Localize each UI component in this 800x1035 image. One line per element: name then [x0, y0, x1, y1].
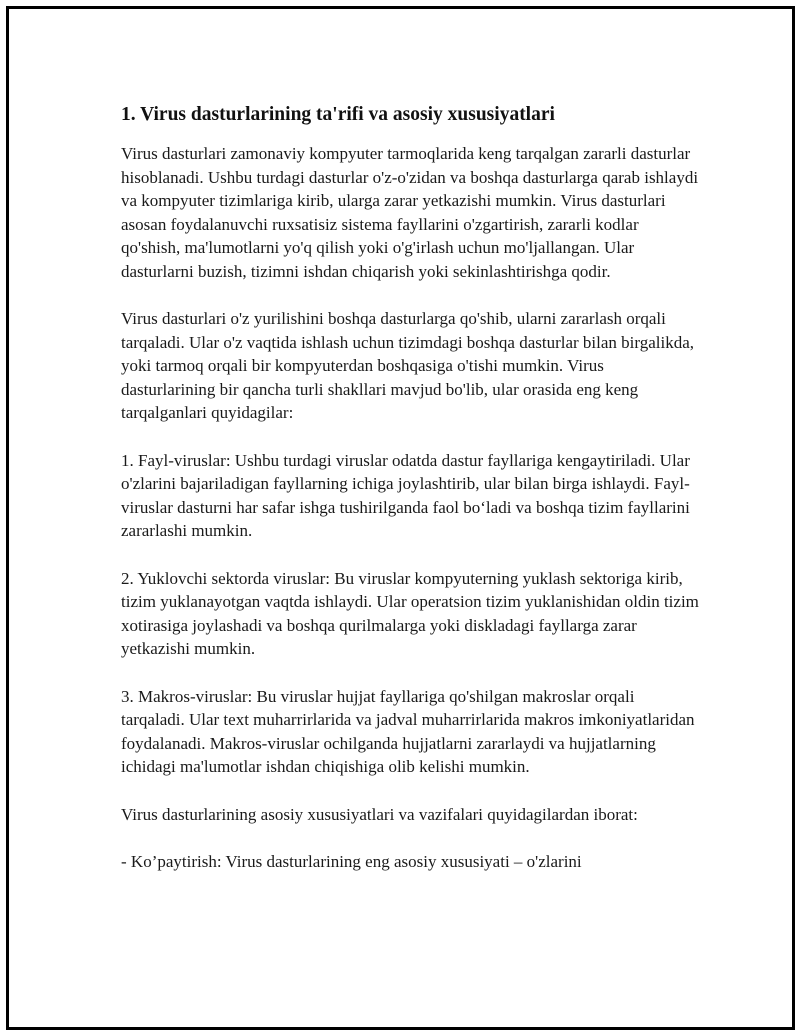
paragraph-macro-viruses: 3. Makros-viruslar: Bu viruslar hujjat fayllariga qo'shilgan makroslar orqali tarqaladi. Ular text muharrirlarida va jadval muharrirlarida makros imkoniyatlaridan foydalanadi. Makros-viruslar ochilganda hujjatlarni zararlaydi va hujjatlarning ichidagi ma'lumotlar ishdan chiqishiga olib kelishi mumkin. [121, 686, 695, 776]
page-frame [6, 6, 795, 1030]
document-body [121, 102, 701, 898]
paragraph-features-intro: Virus dasturlarining asosiy xususiyatlari va vazifalari quyidagilardan iborat: [121, 804, 638, 824]
paragraph-definition: Virus dasturlari zamonaviy kompyuter tarmoqlarida keng tarqalgan zararli dasturlar hisoblanadi. Ushbu turdagi dasturlar o'z-o'zidan va boshqa dasturlarga qarab ishlaydi va kompyuter tizimlariga kirib, ularga zarar yetkazishi mumkin. Virus dasturlari asosan foydalanuvchi ruxsatisiz sistema fayllarini o'zgartirish, zararli kodlar qo'shish, ma'lumotlarni yo'q qilish yoki o'g'irlash uchun mo'ljallangan. Ular dasturlarni buzish, tizimni ishdan chiqarish yoki sekinlashtirishga qodir. [121, 144, 699, 281]
paragraph-reproduction: - Ko’paytirish: Virus dasturlarining eng asosiy xususiyati – o'zlarini [121, 852, 582, 871]
paragraph-boot-sector-viruses: 2. Yuklovchi sektorda viruslar: Bu viruslar kompyuterning yuklash sektoriga kirib, tizim yuklanayotgan vaqtda ishlaydi. Ular operatsion tizim yuklanishidan oldin tizim xotirasiga joylashadi va boshqa qurilmalarga yoki diskladagi fayllarga zarar yetkazishi mumkin. [121, 568, 699, 658]
paragraph-spread: Virus dasturlari o'z yurilishini boshqa dasturlarga qo'shib, ularni zararlash orqali tarqaladi. Ular o'z vaqtida ishlash uchun tizimdagi boshqa dasturlar bilan birgalikda, yoki tarmoq orqali bir kompyuterdan boshqasiga o'tishi mumkin. Virus dasturlarining bir qancha turli shakllari mavjud bo'lib, ular orasida eng keng tarqalganlari quyidagilar: [121, 309, 695, 422]
section-heading: 1. Virus dasturlarining ta'rifi va asosiy xususiyatlari [121, 104, 555, 125]
paragraph-file-viruses: 1. Fayl-viruslar: Ushbu turdagi viruslar odatda dastur fayllariga kengaytiriladi. Ular o'zlarini bajariladigan fayllarning ichiga joylashtirib, ular bilan birga ishlaydi. Fayl-viruslar dasturni har safar ishga tushirilganda faol bo‘ladi va boshqa tizim fayllarini zararlashi mumkin. [121, 450, 690, 540]
